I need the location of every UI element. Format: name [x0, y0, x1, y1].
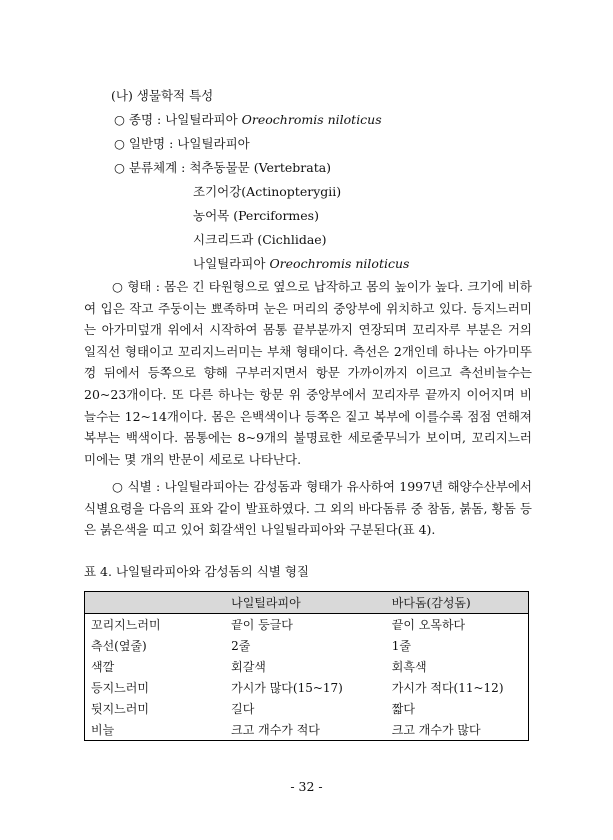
taxonomy-family: 시크리드과 (Cichlidae) — [193, 232, 327, 247]
table-row — [85, 677, 529, 698]
table-row — [85, 719, 529, 741]
table-cell: 1줄 — [391, 639, 411, 653]
header-cell: 나일틸라피아 — [225, 592, 386, 614]
table-header-row — [85, 592, 529, 614]
table-cell: 가시가 많다(15~17) — [231, 681, 343, 695]
table-cell: 끝이 둥글다 — [231, 618, 293, 632]
table-cell: 끝이 오목하다 — [391, 618, 466, 632]
table-row — [85, 656, 529, 677]
table-row — [85, 614, 529, 636]
bullet: ○ — [114, 160, 125, 175]
taxonomy-class: 조기어강(Actinopterygii) — [193, 184, 342, 199]
table-cell: 색깔 — [91, 660, 115, 674]
morphology-paragraph: ○ 형태 : 몸은 긴 타원형으로 옆으로 납작하고 몸의 높이가 높다. 크기에 비하여 입은 작고 주둥이는 뾰족하며 눈은 머리의 중앙부에 위치하고 있다. 등지느러미는 아가미덮개 위에서 시작하여 몸통 끝부분까지 연장되며 꼬리자루 부분은 거의 일직선 형태이고 꼬리지느러미는 부채 형태이다. 측선은 2개인데 하나는 아가미뚜껑 뒤에서 등쪽으로 향해 구부러지면서 항문 가까이까지 이르고 측선비늘수는 20~23개이다. 또 다른 하나는 항문 위 중앙부에서 꼬리자루 끝까지 이어지며 비늘수는 12~14개이다. 몸은 은백색이나 등쪽은 짙고 복부에 이를수록 점점 연해져 복부는 백색이다. 몸통에는 8~9개의 불명료한 세로줄무늬가 보이며, 꼬리지느러미에는 몇 개의 반문이 세로로 나타난다. — [84, 279, 532, 467]
table-cell: 2줄 — [231, 639, 251, 653]
taxonomy-species — [193, 255, 409, 273]
table-cell: 가시가 적다(11~12) — [391, 681, 504, 695]
identification-table — [84, 591, 529, 741]
table-cell: 회갈색 — [231, 660, 266, 674]
table-cell: 짧다 — [391, 702, 415, 716]
taxonomy-species-scientific: Oreochromis niloticus — [269, 256, 410, 271]
header-cell — [85, 592, 226, 614]
species-line — [114, 111, 382, 129]
species-scientific-name: Oreochromis niloticus — [241, 112, 382, 127]
table-cell: 크고 개수가 적다 — [231, 723, 320, 737]
common-name-label: 일반명 : 나일틸라피아 — [128, 136, 250, 151]
table-cell: 등지느러미 — [91, 681, 149, 695]
page-number: - 32 - — [290, 779, 323, 794]
taxonomy-line — [114, 159, 331, 177]
identification-paragraph: ○ 식별 : 나일틸라피아는 감성돔과 형태가 유사하여 1997년 해양수산부에서 식별요령을 다음의 표와 같이 발표하였다. 그 외의 바다돔류 중 참돔, 붉돔, 황돔 등은 붉은색을 띠고 있어 회갈색인 나일틸라피아와 구분된다(표 4). — [84, 479, 532, 538]
table-cell: 뒷지느러미 — [91, 702, 149, 716]
taxonomy-label: 분류체계 : 척추동물문 (Vertebrata) — [128, 160, 332, 175]
taxonomy-order: 농어목 (Perciformes) — [193, 208, 319, 223]
table-cell: 꼬리지느러미 — [91, 618, 161, 632]
table-cell: 크고 개수가 많다 — [391, 723, 481, 737]
bullet: ○ — [114, 136, 125, 151]
table-row — [85, 635, 529, 656]
taxonomy-species-name: 나일틸라피아 — [193, 256, 266, 271]
header-cell: 바다돔(감성돔) — [386, 592, 529, 614]
section-title: (나) 생물학적 특성 — [111, 88, 214, 103]
table-cell: 측선(옆줄) — [91, 639, 147, 653]
bullet: ○ — [114, 112, 125, 127]
table-cell: 회흑색 — [391, 660, 427, 674]
species-label: 종명 : 나일틸라피아 — [128, 112, 238, 127]
table-caption: 표 4. 나일틸라피아와 감성돔의 식별 형질 — [84, 564, 309, 579]
common-name-line — [114, 135, 250, 153]
table-cell: 비늘 — [91, 723, 115, 737]
table-cell: 길다 — [231, 702, 255, 716]
table-row — [85, 698, 529, 719]
